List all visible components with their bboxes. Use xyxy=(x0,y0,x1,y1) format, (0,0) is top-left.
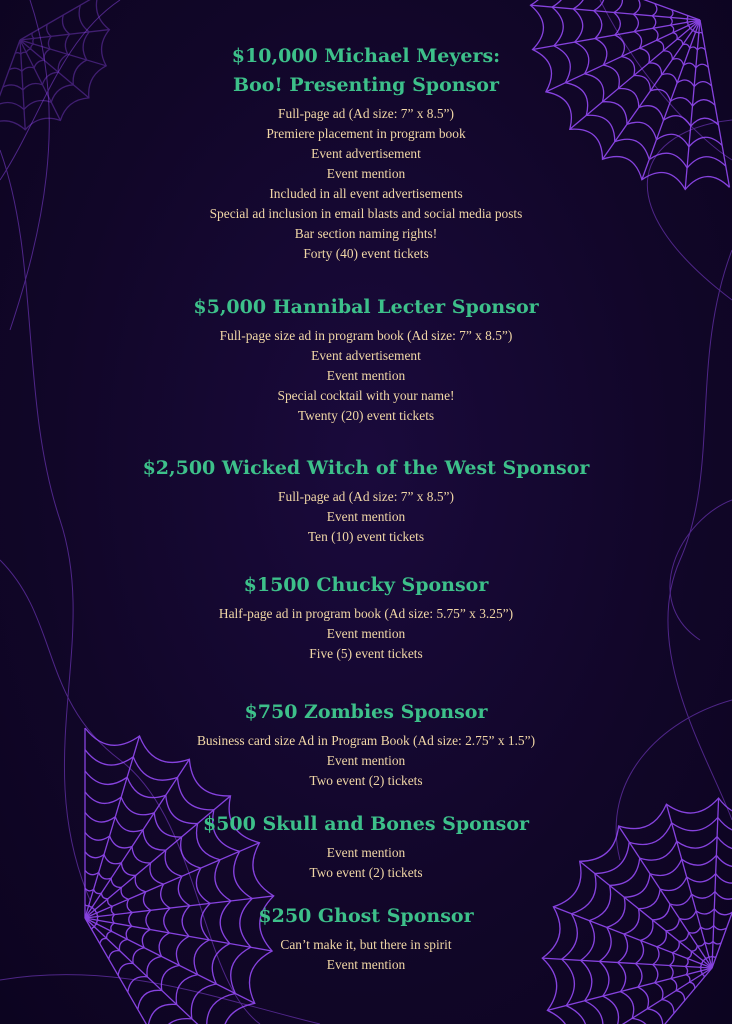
benefit-item: Event advertisement xyxy=(311,348,421,363)
tier-title xyxy=(0,902,732,931)
tier-benefits xyxy=(0,731,732,791)
tier-title xyxy=(0,454,732,483)
benefit-item: Half-page ad in program book (Ad size: 5.75” x 3.25”) xyxy=(218,606,514,621)
benefit-item: Bar section naming rights! xyxy=(294,226,438,241)
tier-title xyxy=(0,810,732,839)
tier-title xyxy=(0,698,732,727)
benefit-item: Two event (2) tickets xyxy=(309,865,423,880)
tier-benefits xyxy=(0,935,732,975)
tier-benefits xyxy=(0,604,732,664)
tier-title-line: $750 Zombies Sponsor xyxy=(244,701,488,723)
tier-title xyxy=(0,571,732,600)
benefit-item: Event mention xyxy=(326,626,406,641)
tier-title xyxy=(0,293,732,322)
benefit-item: Event mention xyxy=(326,509,406,524)
tier-benefits xyxy=(0,487,732,547)
tier-benefits xyxy=(0,326,732,426)
sponsor-tier xyxy=(0,42,732,264)
benefit-item: Ten (10) event tickets xyxy=(307,529,425,544)
benefit-item: Event mention xyxy=(326,166,406,181)
tier-title-line: $2,500 Wicked Witch of the West Sponsor xyxy=(142,457,590,479)
benefit-item: Event advertisement xyxy=(311,146,421,161)
benefit-item: Event mention xyxy=(326,753,406,768)
sponsor-tier xyxy=(0,454,732,547)
tier-title-line: $500 Skull and Bones Sponsor xyxy=(202,813,530,835)
benefit-item: Special cocktail with your name! xyxy=(277,388,455,403)
tier-title-line: $250 Ghost Sponsor xyxy=(258,905,474,927)
sponsor-tier xyxy=(0,571,732,664)
benefit-item: Full-page size ad in program book (Ad size: 7” x 8.5”) xyxy=(219,328,513,343)
tier-title-line: $1500 Chucky Sponsor xyxy=(243,574,489,596)
tier-benefits xyxy=(0,843,732,883)
benefit-item: Two event (2) tickets xyxy=(309,773,423,788)
sponsor-tier xyxy=(0,698,732,791)
benefit-item: Full-page ad (Ad size: 7” x 8.5”) xyxy=(278,489,454,504)
tier-benefits xyxy=(0,104,732,264)
benefit-item: Included in all event advertisements xyxy=(269,186,463,201)
sponsor-tier xyxy=(0,293,732,426)
benefit-item: Full-page ad (Ad size: 7” x 8.5”) xyxy=(278,106,454,121)
benefit-item: Event mention xyxy=(326,957,406,972)
tier-title-line: $10,000 Michael Meyers: xyxy=(231,45,501,67)
benefit-item: Five (5) event tickets xyxy=(309,646,423,661)
tier-title-line: Boo! Presenting Sponsor xyxy=(233,74,499,96)
tier-title xyxy=(0,42,732,100)
benefit-item: Premiere placement in program book xyxy=(266,126,466,141)
benefit-item: Can’t make it, but there in spirit xyxy=(280,937,452,952)
tier-title-line: $5,000 Hannibal Lecter Sponsor xyxy=(193,296,539,318)
benefit-item: Business card size Ad in Program Book (Ad size: 2.75” x 1.5”) xyxy=(196,733,536,748)
benefit-item: Twenty (20) event tickets xyxy=(297,408,435,423)
benefit-item: Special ad inclusion in email blasts and social media posts xyxy=(209,206,523,221)
benefit-item: Event mention xyxy=(326,845,406,860)
benefit-item: Event mention xyxy=(326,368,406,383)
sponsor-tier xyxy=(0,902,732,975)
benefit-item: Forty (40) event tickets xyxy=(303,246,429,261)
sponsor-tier xyxy=(0,810,732,883)
